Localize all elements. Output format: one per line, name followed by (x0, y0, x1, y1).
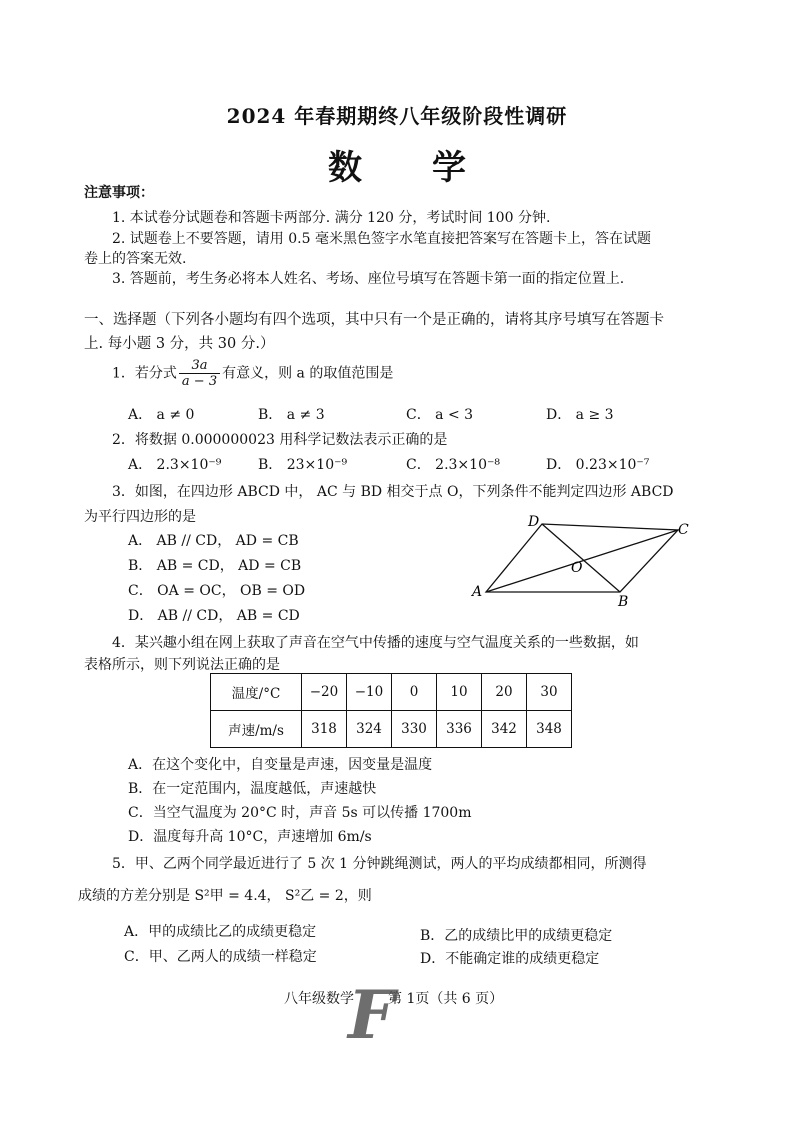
table-cell: 0 (392, 674, 437, 711)
table-cell: 336 (437, 711, 482, 748)
q1-suffix: 有意义，则 a 的取值范围是 (222, 365, 394, 382)
q1-numerator: 3a (179, 358, 220, 374)
q2-option-a: A． 2.3×10⁻⁹ (128, 457, 222, 473)
q4-option-c: C．当空气温度为 20°C 时，声音 5s 可以传播 1700m (128, 805, 472, 821)
point-label-d: D (528, 514, 540, 530)
question-3-stem: 3．如图，在四边形 ABCD 中， AC 与 BD 相交于点 O，下列条件不能判定四边形 ABCD (112, 484, 674, 500)
table-cell: −10 (347, 674, 392, 711)
footer-left: 八年级数学 (284, 991, 354, 1007)
q5-option-c: C．甲、乙两人的成绩一样稳定 (124, 949, 317, 965)
table-row-label: 温度/°C (211, 674, 302, 711)
q5-option-d: D．不能确定谁的成绩更稳定 (420, 951, 600, 967)
question-3-stem-cont: 为平行四边形的是 (84, 509, 196, 525)
q5-option-a: A．甲的成绩比乙的成绩更稳定 (124, 924, 317, 940)
table-cell: 30 (527, 674, 572, 711)
question-1-stem (112, 358, 393, 389)
q3-option-d: D． AB // CD， AB = CD (128, 608, 300, 624)
table-row (211, 711, 572, 748)
table-cell: 20 (482, 674, 527, 711)
table-cell: 10 (437, 674, 482, 711)
q4-option-a: A．在这个变化中，自变量是声速，因变量是温度 (128, 757, 433, 773)
table-cell: 324 (347, 711, 392, 748)
notice-line-1: 1. 本试卷分试题卷和答题卡两部分. 满分 120 分，考试时间 100 分钟. (112, 210, 551, 226)
table-cell: 318 (302, 711, 347, 748)
q2-option-b: B． 23×10⁻⁹ (258, 457, 348, 473)
q1-fraction (179, 358, 220, 389)
point-label-a: A (472, 584, 483, 600)
q2-option-c: C． 2.3×10⁻⁸ (406, 457, 500, 473)
question-5-stem-cont: 成绩的方差分别是 S²甲 = 4.4， S²乙 = 2，则 (78, 888, 372, 904)
table-row (211, 674, 572, 711)
q2-option-d: D． 0.23×10⁻⁷ (546, 457, 650, 473)
data-table (210, 673, 572, 748)
paper-version-mark: F (348, 976, 395, 1054)
q1-option-b: B． a ≠ 3 (258, 407, 325, 423)
q1-option-c: C． a < 3 (406, 407, 474, 423)
point-label-o: O (571, 560, 583, 576)
diagonal-bd (542, 524, 620, 592)
parallelogram-figure (468, 510, 698, 610)
point-label-c: C (678, 522, 689, 538)
notice-line-3: 3. 答题前，考生务必将本人姓名、考场、座位号填写在答题卡第一面的指定位置上. (112, 271, 625, 287)
q4-option-b: B．在一定范围内，温度越低，声速越快 (128, 781, 377, 797)
q1-denominator: a − 3 (181, 374, 218, 389)
notice-line-2a: 2. 试题卷上不要答题，请用 0.5 毫米黑色签字水笔直接把答案写在答题卡上，答在试题 (112, 231, 651, 247)
q3-option-a: A． AB // CD， AD = CB (128, 533, 299, 549)
question-5-stem: 5．甲、乙两个同学最近进行了 5 次 1 分钟跳绳测试，两人的平均成绩都相同，所测得 (112, 856, 647, 872)
subject-title: 数学 (328, 148, 536, 188)
question-4-stem-cont: 表格所示，则下列说法正确的是 (84, 657, 280, 673)
table-cell: 342 (482, 711, 527, 748)
footer-right: 第 1页（共 6 页） (388, 991, 504, 1007)
table-cell: −20 (302, 674, 347, 711)
table-cell: 348 (527, 711, 572, 748)
q3-option-c: C． OA = OC， OB = OD (128, 583, 306, 599)
section-1-heading-cont: 上. 每小题 3 分，共 30 分.） (84, 336, 275, 352)
q4-option-d: D．温度每升高 10°C，声速增加 6m/s (128, 829, 372, 845)
question-2-stem: 2．将数据 0.000000023 用科学记数法表示正确的是 (112, 432, 448, 448)
question-4-stem: 4．某兴趣小组在网上获取了声音在空气中传播的速度与空气温度关系的一些数据，如 (112, 635, 639, 651)
q3-option-b: B． AB = CD， AD = CB (128, 558, 302, 574)
exam-title: 2024 年春期期终八年级阶段性调研 (226, 104, 568, 128)
quadrilateral-abcd (486, 524, 678, 592)
notice-line-2b: 卷上的答案无效. (84, 251, 187, 267)
notice-heading: 注意事项： (84, 185, 154, 201)
q1-option-a: A． a ≠ 0 (128, 407, 195, 423)
point-label-b: B (618, 594, 629, 610)
q1-prefix: 1．若分式 (112, 365, 177, 382)
table-cell: 330 (392, 711, 437, 748)
q5-option-b: B．乙的成绩比甲的成绩更稳定 (420, 928, 613, 944)
q1-option-d: D． a ≥ 3 (546, 407, 614, 423)
section-1-heading: 一、选择题（下列各小题均有四个选项，其中只有一个是正确的，请将其序号填写在答题卡 (84, 312, 664, 328)
table-row-label: 声速/m/s (211, 711, 302, 748)
